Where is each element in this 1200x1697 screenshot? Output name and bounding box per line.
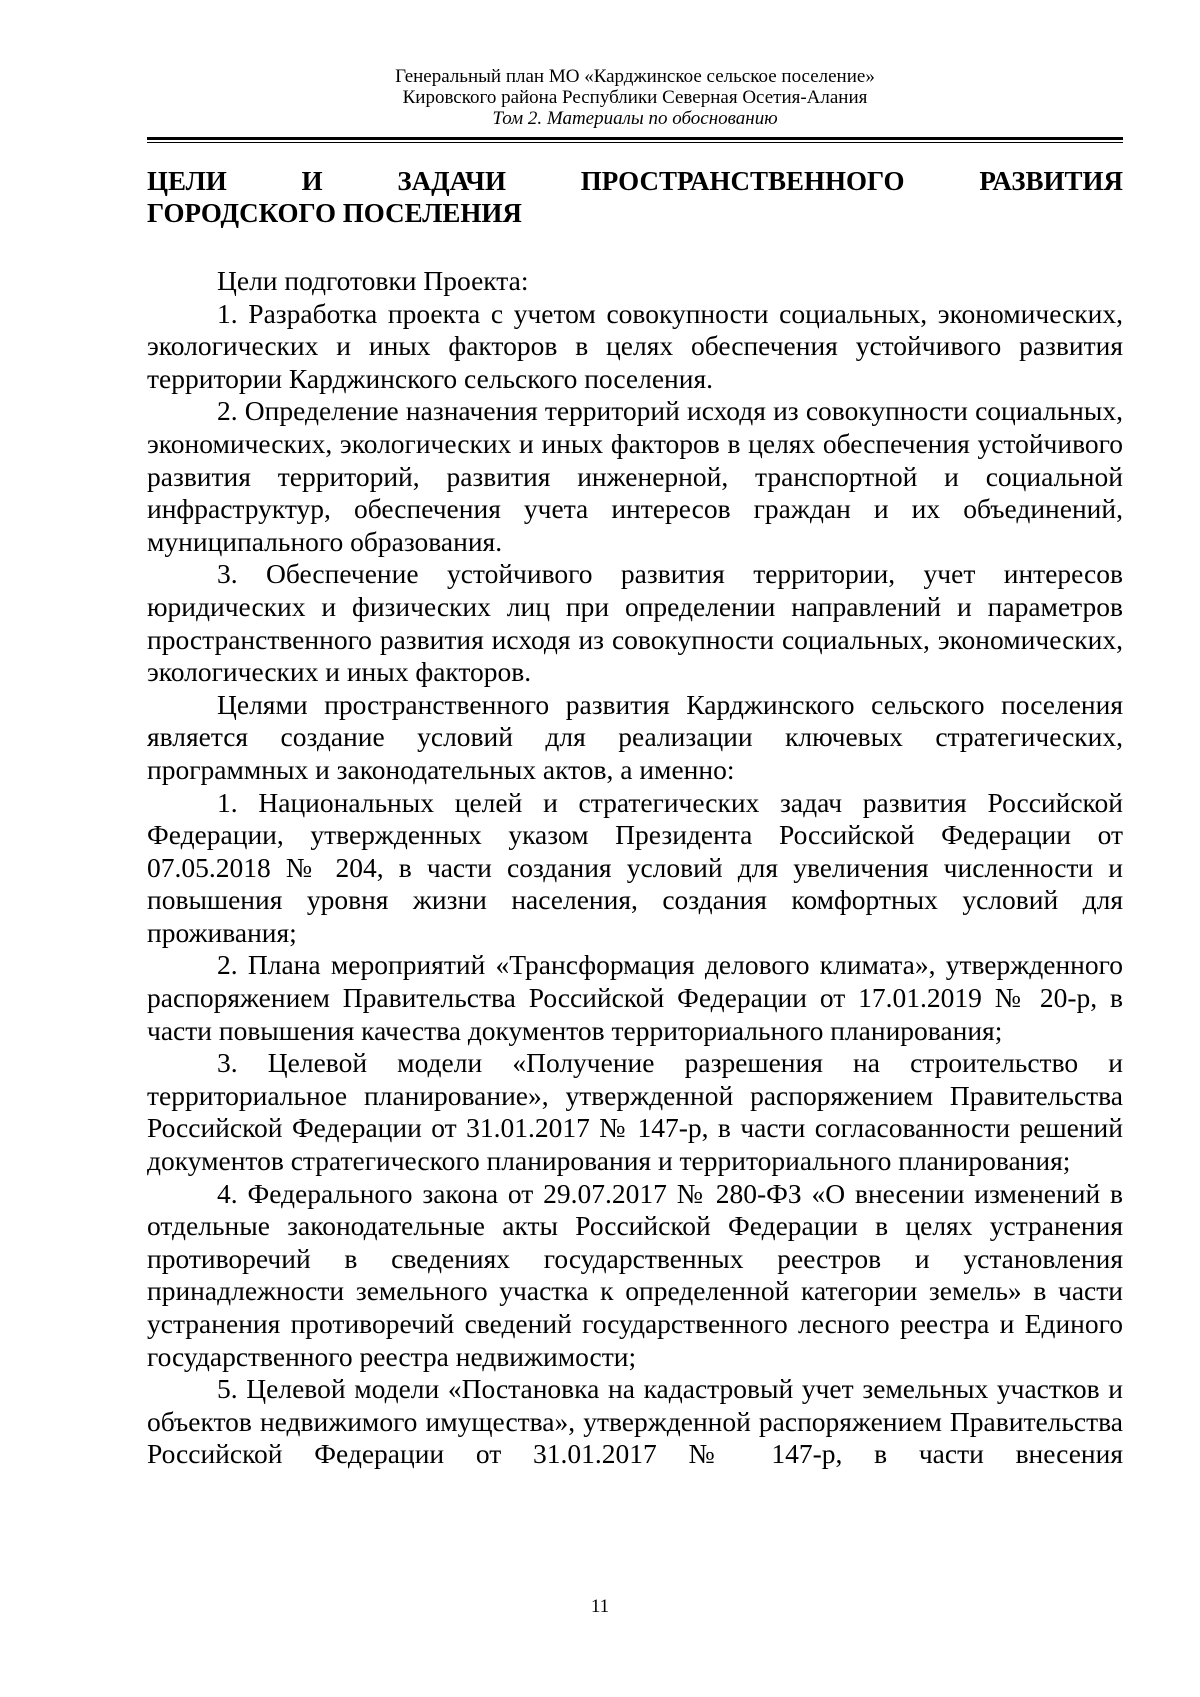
- paragraph: 1. Разработка проекта с учетом совокупности социальных, экономических, экологических и иных факторов в целях обеспечения устойчивого развития территории Карджинского сельского поселения.: [147, 297, 1123, 394]
- header-line-2: Кировского района Республики Северная Осетия-Алания: [402, 87, 868, 108]
- paragraph: 2. Плана мероприятий «Трансформация делового климата», утвержденного распоряжением Правительства Российской Федерации от 17.01.2019 № 20-р, в части повышения качества документов территориального планирования;: [147, 949, 1123, 1046]
- paragraph: 2. Определение назначения территорий исходя из совокупности социальных, экономических, экологических и иных факторов в целях обеспечения устойчивого развития территорий, развития инженерной, транспортной и социальной инфраструктур, обеспечения учета интересов граждан и их объединений, муниципального образования.: [147, 395, 1123, 557]
- paragraph: Целями пространственного развития Карджинского сельского поселения является создание условий для реализации ключевых стратегических, программных и законодательных актов, а именно:: [147, 688, 1123, 785]
- header-rule-thick: [147, 137, 1123, 140]
- header-line-1: Генеральный план МО «Карджинское сельское поселение»: [395, 66, 875, 87]
- paragraph: 3. Целевой модели «Получение разрешения на строительство и территориальное планирование», утвержденной распоряжением Правительства Российской Федерации от 31.01.2017 № 147-р, в части согласованности решений документов стратегического планирования и территориального планирования;: [147, 1047, 1123, 1177]
- page-number: 11: [590, 1596, 610, 1617]
- section-title-line-2: ГОРОДСКОГО ПОСЕЛЕНИЯ: [147, 198, 522, 228]
- paragraph: 4. Федерального закона от 29.07.2017 № 280-ФЗ «О внесении изменений в отдельные законодательные акты Российской Федерации в целях устранения противоречий в сведениях государственных реестров и установления принадлежности земельного участка к определенной категории земель» в части устранения противоречий сведений государственного лесного реестра и Единого государственного реестра недвижимости;: [147, 1177, 1123, 1372]
- section-title: [147, 165, 1123, 229]
- paragraph: 1. Национальных целей и стратегических задач развития Российской Федерации, утвержденных указом Президента Российской Федерации от 07.05.2018 № 204, в части создания условий для увеличения численности и повышения уровня жизни населения, создания комфортных условий для проживания;: [147, 786, 1123, 948]
- paragraph: 3. Обеспечение устойчивого развития территории, учет интересов юридических и физических лиц при определении направлений и параметров пространственного развития исходя из совокупности социальных, экономических, экологических и иных факторов.: [147, 558, 1123, 688]
- header-line-3: Том 2. Материалы по обоснованию: [492, 108, 778, 129]
- page-body: [147, 165, 1123, 1471]
- paragraph: Цели подготовки Проекта:: [217, 265, 529, 296]
- running-header: [147, 66, 1123, 129]
- section-title-line-1: ЦЕЛИ И ЗАДАЧИ ПРОСТРАНСТВЕННОГО РАЗВИТИЯ: [147, 166, 1123, 196]
- paragraph: 5. Целевой модели «Постановка на кадастровый учет земельных участков и объектов недвижимого имущества», утвержденной распоряжением Правительства Российской Федерации от 31.01.2017 № 147-р, в части внесения: [147, 1373, 1123, 1470]
- header-rule-thin: [147, 142, 1123, 143]
